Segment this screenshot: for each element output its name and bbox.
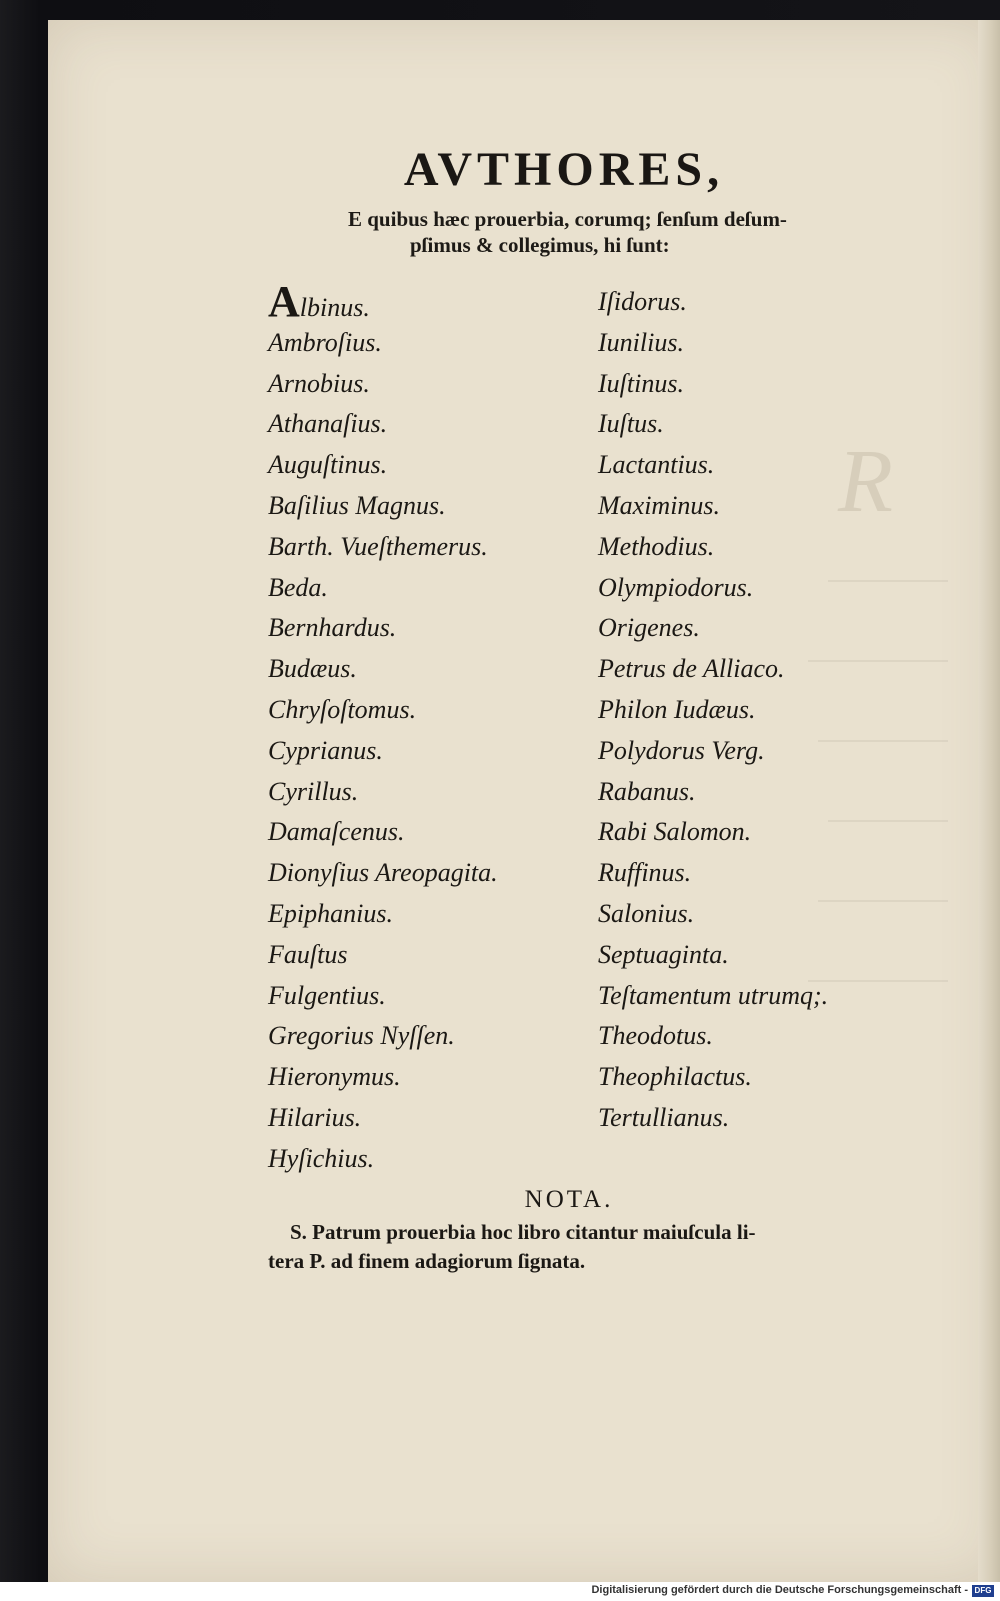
author-entry: Albinus.: [268, 277, 370, 326]
subtitle-line-1: E quibus hæc prouerbia, corumq; ſenſum deſum-: [348, 207, 787, 231]
author-entry: Damaſcenus.: [268, 817, 405, 847]
author-entry: Chryſoſtomus.: [268, 694, 417, 724]
page-subtitle: [348, 206, 928, 258]
dfg-logo: DFG: [972, 1585, 994, 1597]
author-entry: Cyprianus.: [268, 735, 383, 765]
author-entry: Gregorius Nyſſen.: [268, 1021, 455, 1051]
author-entry: Auguſtinus.: [268, 450, 388, 480]
author-entry: Dionyſius Areopagita.: [268, 858, 498, 888]
bleed-through-line: [828, 580, 948, 582]
author-entry: Iſidorus.: [598, 287, 687, 316]
author-entry: Fauſtus: [268, 939, 348, 969]
author-entry: Septuaginta.: [598, 939, 729, 969]
nota-line-2: tera P. ad finem adagiorum ſignata.: [268, 1249, 586, 1273]
bleed-through-line: [828, 820, 948, 822]
author-entry: Lactantius.: [598, 450, 715, 480]
author-entry: Salonius.: [598, 898, 695, 928]
bleed-through-line: [808, 660, 948, 662]
bleed-through-line: [818, 900, 948, 902]
author-entry: Beda.: [268, 572, 328, 602]
author-entry: Hyſichius.: [268, 1143, 375, 1173]
author-entry: Methodius.: [598, 531, 715, 561]
author-entry: Origenes.: [598, 613, 700, 643]
subtitle-line-2: pſimus & collegimus, hi ſunt:: [410, 233, 670, 257]
author-entry: Iuſtus.: [598, 409, 664, 439]
author-entry: Rabanus.: [598, 776, 696, 806]
author-entry: Athanaſius.: [268, 409, 388, 439]
author-entry: Ruffinus.: [598, 858, 692, 888]
author-entry: Teſtamentum utrumq;.: [598, 980, 829, 1010]
authors-left-column: [268, 277, 498, 1180]
author-entry: Hieronymus.: [268, 1062, 401, 1092]
nota-heading: NOTA.: [524, 1186, 614, 1213]
author-entry: Maximinus.: [598, 490, 721, 520]
author-entry: Baſilius Magnus.: [268, 490, 446, 520]
page-edge: [978, 20, 1000, 1582]
nota-text: [268, 1218, 918, 1276]
author-entry: Fulgentius.: [268, 980, 386, 1010]
author-entry: Philon Iudæus.: [598, 694, 756, 724]
author-entry: Rabi Salomon.: [598, 817, 752, 847]
author-entry: Hilarius.: [268, 1102, 362, 1132]
author-entry: Petrus de Alliaco.: [598, 654, 785, 684]
author-entry: Bernhardus.: [268, 613, 397, 643]
author-entry: Epiphanius.: [268, 898, 393, 928]
author-entry: Theodotus.: [598, 1021, 713, 1051]
author-entry: Theophilactus.: [598, 1062, 752, 1092]
bleed-through-initial: R: [838, 432, 893, 531]
author-entry: Iunilius.: [598, 327, 684, 357]
page-title: AVTHORES,: [403, 143, 725, 196]
bleed-through-line: [808, 980, 948, 982]
author-entry: Iuſtinus.: [598, 368, 684, 398]
authors-right-column: [598, 282, 828, 1139]
author-entry: Tertullianus.: [598, 1102, 730, 1132]
footer-credit: Digitalisierung gefördert durch die Deutsche Forschungsgemeinschaft -: [591, 1584, 968, 1596]
author-entry: Cyrillus.: [268, 776, 359, 806]
author-entry: Olympiodorus.: [598, 572, 754, 602]
author-entry: Arnobius.: [268, 368, 370, 398]
book-page: [48, 20, 1000, 1582]
nota-line-1: S. Patrum prouerbia hoc libro citantur maiuſcula li-: [290, 1220, 756, 1244]
author-entry: Budæus.: [268, 654, 357, 684]
author-entry: Barth. Vueſthemerus.: [268, 531, 488, 561]
author-entry: Ambroſius.: [268, 327, 382, 357]
author-entry: Polydorus Verg.: [598, 735, 765, 765]
bleed-through-line: [818, 740, 948, 742]
